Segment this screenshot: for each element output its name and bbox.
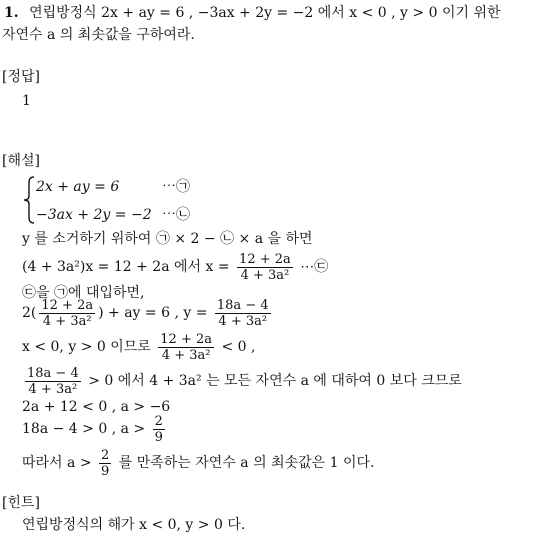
step-5-fraction — [158, 332, 214, 363]
step-9 — [22, 446, 374, 480]
step-4-mid: ) + ay = 6 , y = — [98, 305, 208, 321]
step-9-pre: 따라서 a > — [22, 455, 92, 471]
step-2-tag: ⋯㉢ — [300, 259, 329, 275]
step-3: ㉢을 ㉠에 대입하면, — [22, 285, 145, 301]
step-6-fraction — [25, 366, 81, 397]
step-6-numerator: 18a − 4 — [27, 365, 79, 381]
problem-text-1: 연립방정식 2x + ay = 6 , −3ax + 2y = −2 에서 x < 0 , y > 0 이기 위한 — [29, 5, 501, 21]
step-4-numerator: 12 + 2a — [41, 297, 94, 313]
answer-value: 1 — [22, 93, 31, 109]
step-6-post: > 0 에서 4 + 3a² 는 모든 자연수 a 에 대하여 0 보다 크므로 — [88, 373, 462, 389]
step-8-fraction — [153, 414, 165, 445]
step-8-pre: 18a − 4 > 0 , a > — [22, 421, 146, 437]
step-9-denominator: 9 — [101, 463, 110, 479]
solution-label: [해설] — [2, 153, 40, 169]
step-4-fraction — [39, 298, 95, 329]
step-2 — [22, 250, 328, 284]
system-eq2: −3ax + 2y = −2 — [36, 207, 152, 223]
step-2-fraction — [237, 252, 293, 283]
step-9-fraction — [99, 448, 111, 479]
system-eq1-tag: ⋯㉠ — [162, 179, 190, 195]
step-5-post: < 0 , — [221, 339, 256, 355]
problem-number: 1. — [4, 5, 19, 21]
step-4-denominator: 4 + 3a² — [39, 313, 95, 329]
step-5-numerator: 12 + 2a — [160, 331, 212, 347]
step-5-denominator: 4 + 3a² — [158, 347, 214, 363]
step-8 — [22, 412, 168, 446]
system-eq1: 2x + ay = 6 — [36, 179, 120, 195]
step-4-fraction-y — [215, 298, 271, 329]
step-2-denominator: 4 + 3a² — [237, 267, 293, 283]
step-2-left: (4 + 3a²)x = 12 + 2a 에서 x = — [22, 259, 230, 275]
step-4-y-numerator: 18a − 4 — [216, 297, 269, 313]
step-1: y 를 소거하기 위하여 ㉠ × 2 − ㉡ × a 을 하면 — [22, 231, 313, 247]
step-5-pre: x < 0, y > 0 이므로 — [22, 339, 151, 355]
step-4-pre: 2( — [22, 305, 37, 321]
step-6-denominator: 4 + 3a² — [25, 381, 81, 397]
step-8-numerator: 2 — [154, 413, 163, 429]
step-8-denominator: 9 — [154, 429, 163, 445]
step-2-numerator: 12 + 2a — [239, 251, 291, 267]
problem-text-2: 자연수 a 의 최솟값을 구하여라. — [2, 27, 195, 43]
step-4-y-denominator: 4 + 3a² — [215, 313, 271, 329]
problem-line-1 — [4, 4, 501, 22]
hint-text: 연립방정식의 해가 x < 0, y > 0 다. — [22, 517, 246, 533]
step-5 — [22, 330, 255, 364]
hint-label: [힌트] — [2, 495, 40, 511]
step-7: 2a + 12 < 0 , a > −6 — [22, 399, 171, 415]
step-6 — [22, 364, 462, 398]
answer-label: [정답] — [2, 69, 40, 85]
step-4 — [22, 296, 274, 330]
system-eq2-tag: ⋯㉡ — [162, 207, 190, 223]
step-9-post: 를 만족하는 자연수 a 의 최솟값은 1 이다. — [118, 455, 375, 471]
system-brace — [22, 176, 36, 224]
step-9-numerator: 2 — [101, 447, 110, 463]
